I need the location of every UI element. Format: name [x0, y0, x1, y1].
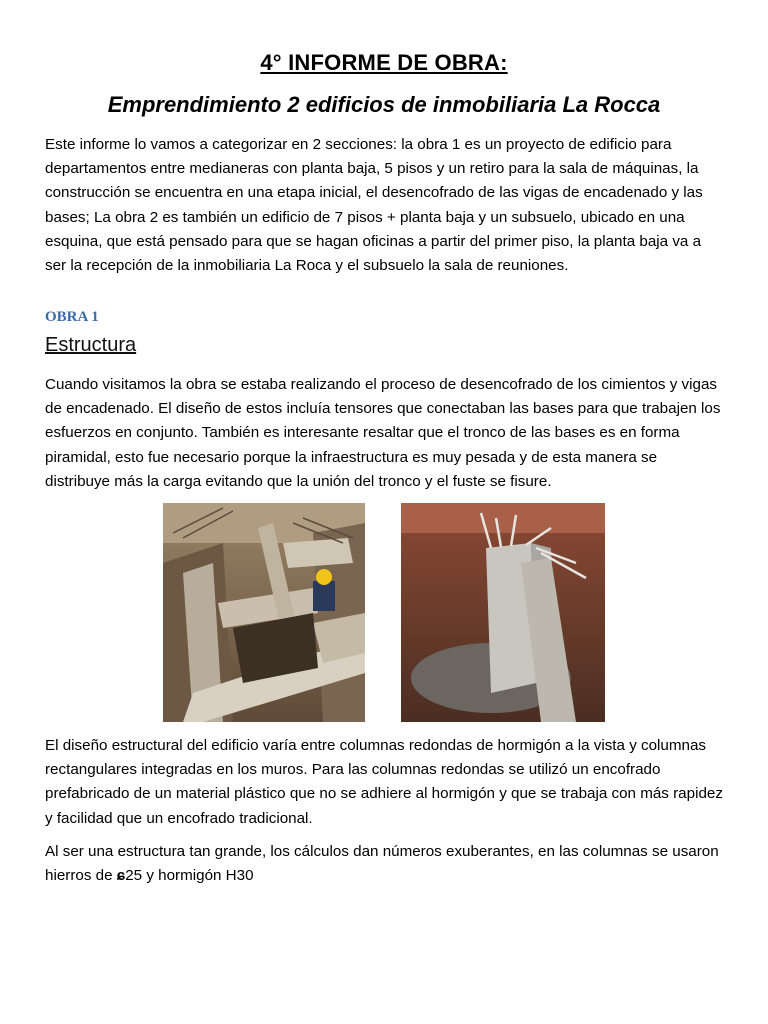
calculation-paragraph — [45, 840, 725, 888]
diameter-symbol: ɕ — [116, 867, 126, 885]
intro-paragraph: Este informe lo vamos a categorizar en 2 secciones: la obra 1 es un proyecto de edificio para departamentos entre medianeras con planta baja, 5 pisos y un retiro para la sala de máquinas, la construcción se encuentra en una etapa inicial, el desencofrado de las vigas de encadenado y las bases; La obra 2 es también un edificio de 7 pisos + planta baja y un subsuelo, ubicado en una esquina, que está pensado para que se hagan oficinas a partir del primer piso, la planta baja va a ser la recepción de la inmobiliaria La Roca y el subsuelo la sala de reuniones. — [45, 136, 703, 275]
construction-photo-formwork — [163, 503, 365, 722]
report-subtitle: Emprendimiento 2 edificios de inmobiliaria La Rocca — [107, 92, 661, 117]
report-title: 4° INFORME DE OBRA: — [260, 50, 508, 75]
calculation-text-end: 25 y hormigón H30 — [125, 867, 254, 885]
section-heading: Estructura — [45, 334, 137, 356]
structure-paragraph: Cuando visitamos la obra se estaba realizando el proceso de desencofrado de los cimientos y vigas de encadenado. El diseño de estos incluía tensores que conectaban las bases para que trabajen los esfuerzos en conjunto. También es interesante resaltar que el tronco de las bases es en forma piramidal, esto fue necesario porque la infraestructura es muy pesada y de esta manera se distribuye más la carga evitando que la unión del tronco y el fuste se fisure. — [45, 376, 721, 490]
section-label: OBRA 1 — [45, 309, 99, 325]
construction-photo-column-base — [401, 503, 605, 722]
design-paragraph: El diseño estructural del edificio varía entre columnas redondas de hormigón a la vista y columnas rectangulares integradas en los muros. Para las columnas redondas se utilizó un encofrado prefabricado de un material plástico que no se adhiere al hormigón y que se trabaja con más rapidez y facilidad que un encofrado tradicional. — [45, 737, 723, 827]
calculation-text-start: Al ser una estructura tan grande, los cálculos dan números exuberantes, en las columnas se usaron hierros de — [45, 843, 719, 885]
